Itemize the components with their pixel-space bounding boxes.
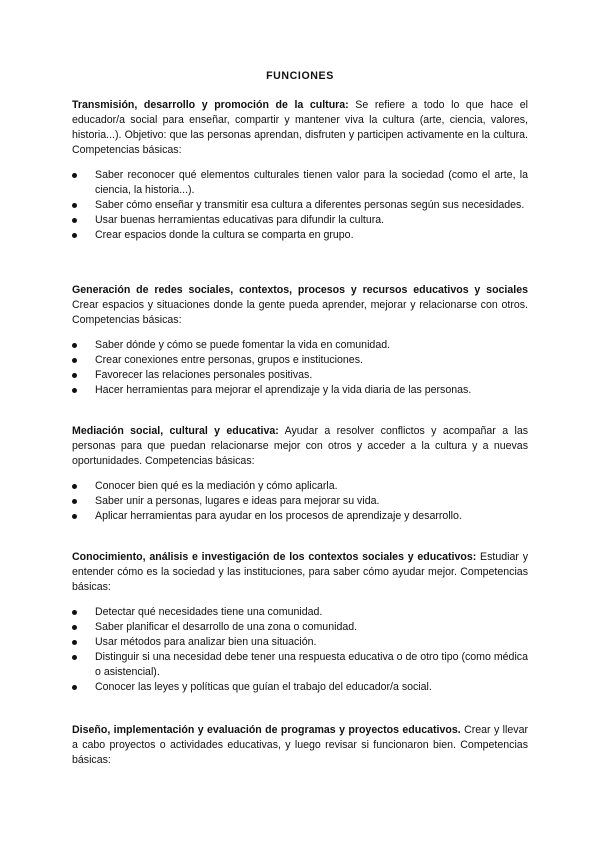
list-item [72,228,528,243]
section-cultura [72,98,528,243]
section-body: Crear espacios y situaciones donde la gente pueda aprender, mejorar y relacionarse con otros. Competencias básicas: [72,299,528,326]
bullet-list [72,605,528,695]
section-paragraph [72,424,528,469]
section-paragraph [72,550,528,595]
section-conocimiento [72,550,528,695]
list-item [72,353,528,368]
list-item-text: Distinguir si una necesidad debe tener una respuesta educativa o de otro tipo (como médica o asistencial). [95,651,528,678]
list-item-text: Saber planificar el desarrollo de una zona o comunidad. [95,621,358,633]
section-heading: Conocimiento, análisis e investigación de los contextos sociales y educativos: [72,551,477,563]
section-heading: Diseño, implementación y evaluación de programas y proyectos educativos. [72,724,461,736]
bullet-icon [72,233,77,238]
bullet-icon [72,218,77,223]
list-item-text: Saber unir a personas, lugares e ideas para mejorar su vida. [95,495,380,507]
bullet-icon [72,610,77,615]
list-item [72,620,528,635]
list-item-text: Usar métodos para analizar bien una situación. [95,636,317,648]
list-item-text: Saber reconocer qué elementos culturales tienen valor para la sociedad (como el arte, la ciencia, la historia...). [95,169,528,196]
list-item-text: Favorecer las relaciones personales positivas. [95,369,313,381]
section-mediacion [72,424,528,524]
bullet-list [72,168,528,243]
bullet-icon [72,484,77,489]
list-item [72,635,528,650]
list-item [72,383,528,398]
list-item-text: Aplicar herramientas para ayudar en los procesos de aprendizaje y desarrollo. [95,510,462,522]
list-item-text: Usar buenas herramientas educativas para difundir la cultura. [95,214,385,226]
list-item [72,338,528,353]
list-item-text: Conocer bien qué es la mediación y cómo aplicarla. [95,480,338,492]
bullet-list [72,479,528,524]
list-item-text: Crear espacios donde la cultura se comparta en grupo. [95,229,354,241]
list-item [72,198,528,213]
list-item [72,509,528,524]
list-item-text: Detectar qué necesidades tiene una comunidad. [95,606,323,618]
bullet-icon [72,373,77,378]
page-title: FUNCIONES [266,70,334,82]
list-item [72,494,528,509]
bullet-icon [72,640,77,645]
list-item-text: Crear conexiones entre personas, grupos e instituciones. [95,354,363,366]
list-item-text: Saber dónde y cómo se puede fomentar la vida en comunidad. [95,339,391,351]
section-body: Estudiar y entender cómo es la sociedad y las instituciones, para saber cómo ayudar mejor. Competencias básicas: [72,551,528,593]
list-item [72,368,528,383]
bullet-icon [72,655,77,660]
list-item [72,605,528,620]
section-heading: Transmisión, desarrollo y promoción de la cultura: [72,99,349,111]
bullet-icon [72,514,77,519]
bullet-icon [72,173,77,178]
bullet-icon [72,203,77,208]
list-item [72,680,528,695]
section-redes [72,283,528,398]
bullet-list [72,338,528,398]
section-paragraph [72,98,528,158]
list-item-text: Conocer las leyes y políticas que guían el trabajo del educador/a social. [95,681,432,693]
section-body: Ayudar a resolver conflictos y acompañar a las personas para que puedan relacionarse mejor con otros y acceder a la cultura y a nuevas oportunidades. Competencias básicas: [72,425,529,467]
bullet-icon [72,685,77,690]
list-item-text: Saber cómo enseñar y transmitir esa cultura a diferentes personas según sus necesidades. [95,199,525,211]
bullet-icon [72,625,77,630]
list-item [72,168,528,198]
section-body: Crear y llevar a cabo proyectos o actividades educativas, y luego revisar si funcionaron bien. Competencias básicas: [72,724,528,766]
section-paragraph [72,723,528,768]
bullet-icon [72,499,77,504]
list-item [72,650,528,680]
section-paragraph [72,283,528,328]
section-body: Se refiere a todo lo que hace el educador/a social para enseñar, compartir y mantener viva la cultura (arte, ciencia, valores, historia...). Objetivo: que las personas aprendan, disfruten y participen activamente en la cultura. Competencias básicas: [72,99,528,156]
section-diseno [72,723,528,768]
list-item [72,213,528,228]
section-heading: Mediación social, cultural y educativa: [72,425,279,437]
list-item [72,479,528,494]
bullet-icon [72,388,77,393]
list-item-text: Hacer herramientas para mejorar el aprendizaje y la vida diaria de las personas. [95,384,472,396]
section-heading: Generación de redes sociales, contextos, procesos y recursos educativos y sociales [72,284,528,296]
bullet-icon [72,343,77,348]
bullet-icon [72,358,77,363]
